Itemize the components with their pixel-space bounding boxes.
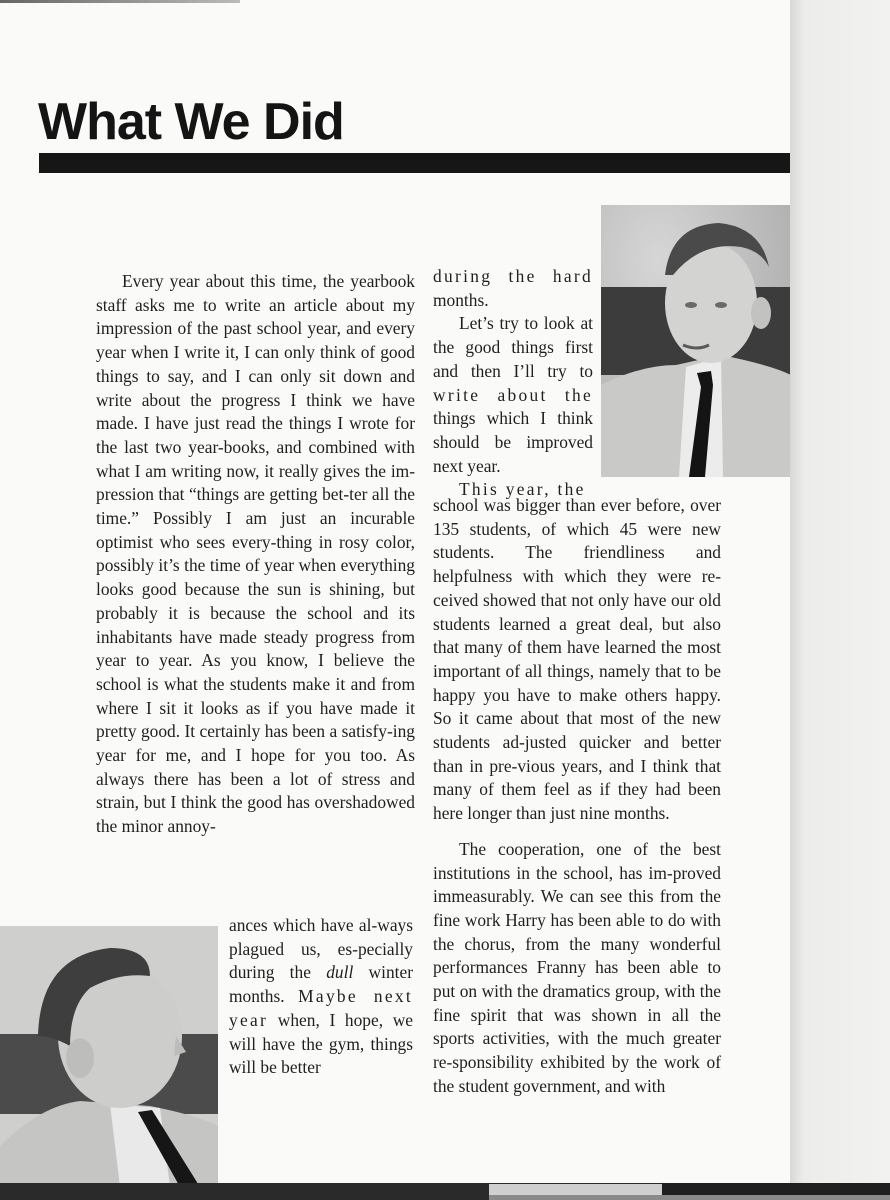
article-paragraph: school was bigger than ever before, over 135 students, of which 45 were new students. The friendliness and helpfulness with which they were re-ceived showed that not only have our old students learned a great deal, but also that many of them have learned the most important of all things, namely that to be happy you have to make others happy. So it came about that most of the new students ad-justed quicker and better than in pre-vious years, and I think that many of them feel as if they had been here longer than just nine months. [433, 495, 721, 824]
italic-word: dull [326, 962, 354, 983]
page-title: What We Did [38, 93, 344, 151]
binding-dark-edge [662, 1183, 890, 1195]
article-paragraph: The cooperation, one of the best institutions in the school, has im-proved immeasurably. We can see this from the fine work Harry has been able to do with the chorus, from the many wonderful performances Franny has been able to put on with the dramatics group, with the fine spirit that was shown in all the sports activities, with the much greater re-sponsibility exhibited by the work of the student government, and with [433, 838, 721, 1096]
book-binding-edge [0, 1183, 890, 1200]
article-column-1 [96, 270, 415, 839]
article-paragraph: Let’s try to look at the good things first and then I’ll try to write about the things which I think should be improved next year. [433, 313, 593, 476]
adjacent-page-margin [790, 0, 890, 1200]
article-paragraph-start: This year, the [459, 479, 586, 500]
binding-lower-edge [489, 1195, 890, 1200]
portrait-illustration [601, 205, 791, 477]
article-paragraph: Every year about this time, the yearbook staff asks me to write an article about my impression of the past school year, and every year when I write it, I can only think of good things to say, and I can only sit down and write about the progress I think we have made. I have just read the things I wrote for the last two year-books, and combined with what I am writing now, it really gives the im-pression that “things are getting bet-ter all the time.” Possibly I am just an incurable optimist who sees every-thing in rosy color, possibly it’s the time of year when everything looks good because the sun is shining, but probably it is because the school and its inhabitants have made steady progress from year to year. As you know, I believe the school is what the students make it and from where I sit it looks as if you have made it pretty good. It certainly has been a satisfy-ing year for me, and I hope for you too. As always there has been a lot of stress and strain, but I think the good has overshadowed the minor annoy- [96, 271, 415, 837]
title-rule-bar [39, 153, 790, 173]
article-column-2 [433, 494, 721, 1099]
page-edge-line [0, 0, 240, 3]
article-paragraph-continued: during the hard months. [433, 266, 593, 310]
article-column-1-wrap [229, 914, 413, 1080]
portrait-illustration [0, 926, 218, 1187]
photo-man-profile [0, 926, 218, 1187]
photo-man-speaking [601, 205, 791, 477]
article-column-2-wrap [433, 265, 593, 502]
article-paragraph-continued: ances which have al-ways plagued us, es-pecially during the dull winter months. Maybe next year when, I hope, we will have the gym, things will be better [229, 915, 413, 1078]
